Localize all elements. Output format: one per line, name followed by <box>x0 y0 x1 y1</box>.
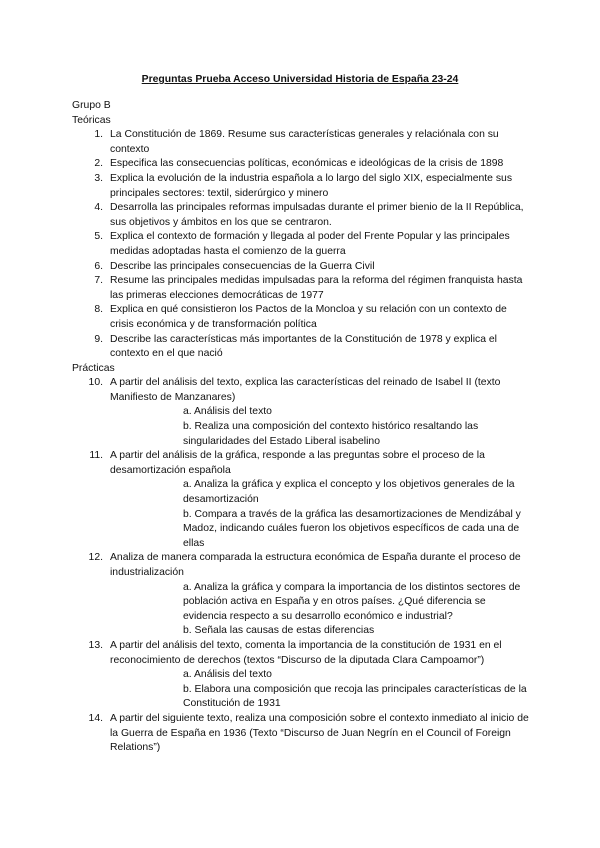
sub-question: b. Señala las causas de estas diferencias <box>183 625 375 637</box>
question-item <box>72 260 532 275</box>
sub-question: a. Analiza la gráfica y explica el concepto y los objetivos generales de la desamortización <box>183 479 515 506</box>
question-item <box>72 376 532 449</box>
question-item <box>72 172 532 201</box>
question-item <box>72 157 532 172</box>
sub-question: a. Análisis del texto <box>183 669 272 681</box>
question-number: 14. <box>88 712 103 724</box>
document-body <box>72 99 532 756</box>
question-number: 3. <box>94 172 103 184</box>
question-item <box>72 449 532 551</box>
question-text: Explica el contexto de formación y llegada al poder del Frente Popular y las principales medidas adoptadas hasta el comienzo de la guerra <box>110 231 510 257</box>
question-item <box>72 128 532 157</box>
sub-question: a. Analiza la gráfica y compara la importancia de los distintos sectores de población activa en España y en otros países. ¿Qué diferencia se evidencia respecto a su desarrollo económico e industrial? <box>183 581 521 622</box>
question-item <box>72 303 532 332</box>
question-item <box>72 639 532 712</box>
question-item <box>72 201 532 230</box>
question-text: Especifica las consecuencias políticas, económicas e ideológicas de la crisis de 1898 <box>110 158 504 170</box>
question-number: 7. <box>94 275 103 287</box>
question-text: A partir del siguiente texto, realiza una composición sobre el contexto inmediato al inicio de la Guerra de España en 1936 (Texto “Discurso de Juan Negrín en el Council of Foreign Relations”) <box>110 712 529 754</box>
question-text: Desarrolla las principales reformas impulsadas durante el primer bienio de la II República, sus objetivos y ámbitos en los que se centraron. <box>110 202 524 228</box>
question-text: Explica la evolución de la industria española a lo largo del siglo XIX, especialmente sus principales sectores: textil, siderúrgico y minero <box>110 172 513 199</box>
practicas-list <box>72 376 532 755</box>
question-number: 1. <box>94 129 103 141</box>
question-number: 4. <box>94 202 103 214</box>
question-item <box>72 230 532 259</box>
teoricas-heading: Teóricas <box>72 114 111 126</box>
sub-question: a. Análisis del texto <box>183 406 272 418</box>
question-item <box>72 274 532 303</box>
question-text: A partir del análisis del texto, comenta la importancia de la constitución de 1931 en el reconocimiento de derechos (textos “Discurso de la diputada Clara Campoamor”) <box>110 639 502 666</box>
practicas-heading: Prácticas <box>72 362 115 374</box>
question-number: 2. <box>94 158 103 170</box>
question-number: 8. <box>94 304 103 316</box>
group-label: Grupo B <box>72 100 111 111</box>
question-number: 9. <box>94 333 103 345</box>
sub-question: b. Compara a través de la gráfica las desamortizaciones de Mendizábal y Madoz, indicando cuáles fueron los objetivos específicos de cada una de ellas <box>183 508 521 549</box>
question-number: 5. <box>94 231 103 243</box>
question-text: Describe las características más importantes de la Constitución de 1978 y explica el contexto en el que nació <box>110 333 497 360</box>
question-text: Analiza de manera comparada la estructura económica de España durante el proceso de industrialización <box>110 552 521 578</box>
question-item <box>72 551 532 639</box>
teoricas-list <box>72 128 532 362</box>
question-text: A partir del análisis del texto, explica las características del reinado de Isabel II (texto Manifiesto de Manzanares) <box>110 377 501 403</box>
question-number: 10. <box>88 377 103 389</box>
question-text: La Constitución de 1869. Resume sus características generales y relaciónala con su contexto <box>110 129 499 155</box>
question-text: A partir del análisis de la gráfica, responde a las preguntas sobre el proceso de la desamortización española <box>110 450 485 476</box>
question-text: Describe las principales consecuencias de la Guerra Civil <box>110 260 375 272</box>
document-title: Preguntas Prueba Acceso Universidad Historia de España 23-24 <box>141 74 459 85</box>
sub-question: b. Realiza una composición del contexto histórico resaltando las singularidades del Estado Liberal isabelino <box>183 421 479 447</box>
question-item <box>72 712 532 756</box>
question-number: 6. <box>94 260 103 272</box>
question-number: 11. <box>89 450 103 462</box>
sub-question: b. Elabora una composición que recoja las principales características de la Constitución de 1931 <box>183 683 527 710</box>
question-number: 12. <box>88 552 103 564</box>
question-text: Resume las principales medidas impulsadas para la reforma del régimen franquista hasta las primeras elecciones democráticas de 1977 <box>110 275 523 301</box>
question-number: 13. <box>88 639 103 651</box>
question-text: Explica en qué consistieron los Pactos de la Moncloa y su relación con un contexto de crisis económica y de transformación política <box>110 304 507 330</box>
question-item <box>72 333 532 362</box>
